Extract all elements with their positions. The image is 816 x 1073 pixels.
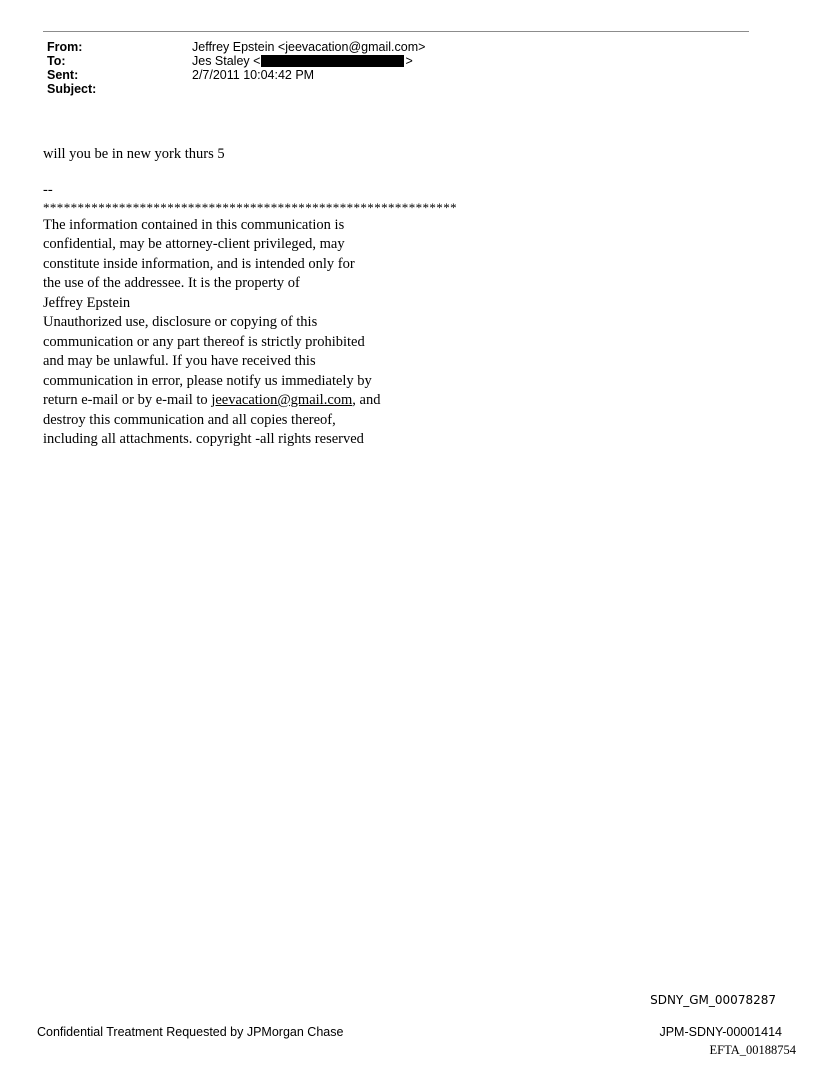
return-suffix: , and — [352, 392, 381, 408]
to-label: To: — [47, 54, 66, 68]
disclaimer-line: communication or any part thereof is strictly prohibited — [43, 333, 365, 350]
email-link[interactable]: jeevacation@gmail.com — [211, 392, 353, 408]
disclaimer-line: the use of the addressee. It is the property of — [43, 275, 300, 291]
header-divider — [43, 31, 749, 32]
bates-jpm: JPM-SDNY-00001414 — [659, 1025, 782, 1039]
to-suffix: > — [405, 54, 413, 68]
disclaimer-line: communication in error, please notify us immediately by — [43, 372, 372, 389]
redaction-box — [261, 55, 404, 67]
confidential-note: Confidential Treatment Requested by JPMorgan Chase — [37, 1025, 344, 1039]
sent-label: Sent: — [47, 68, 79, 82]
disclaimer-line: The information contained in this communication is — [43, 216, 345, 233]
from-row — [47, 40, 425, 54]
subject-row — [47, 82, 425, 96]
signature-dash: -- — [43, 181, 53, 198]
to-row — [47, 54, 425, 68]
message-text: will you be in new york thurs 5 — [43, 146, 225, 162]
email-header — [47, 40, 425, 96]
disclaimer-line: including all attachments. copyright -all rights reserved — [43, 431, 364, 447]
from-label: From: — [47, 40, 83, 54]
disclaimer-return-line — [43, 391, 603, 411]
from-value: Jeffrey Epstein <jeevacation@gmail.com> — [192, 40, 426, 54]
to-value — [192, 54, 413, 68]
email-body — [43, 145, 603, 450]
bates-sdny: SDNY_GM_00078287 — [650, 993, 776, 1007]
return-prefix: return e-mail or by e-mail to — [43, 392, 212, 408]
signature-stars: ************************************************************ — [43, 199, 457, 215]
sent-row — [47, 68, 425, 82]
disclaimer-line: Unauthorized use, disclosure or copying of this — [43, 314, 318, 330]
bates-efta: EFTA_00188754 — [709, 1043, 796, 1057]
disclaimer-line: Jeffrey Epstein — [43, 294, 131, 311]
subject-label: Subject: — [47, 82, 97, 96]
disclaimer-line: destroy this communication and all copies thereof, — [43, 411, 336, 428]
disclaimer-line: and may be unlawful. If you have received this — [43, 353, 316, 369]
sent-value: 2/7/2011 10:04:42 PM — [192, 68, 315, 82]
disclaimer-line: constitute inside information, and is intended only for — [43, 255, 355, 272]
to-prefix: Jes Staley < — [192, 54, 261, 68]
disclaimer-line: confidential, may be attorney-client privileged, may — [43, 236, 345, 252]
